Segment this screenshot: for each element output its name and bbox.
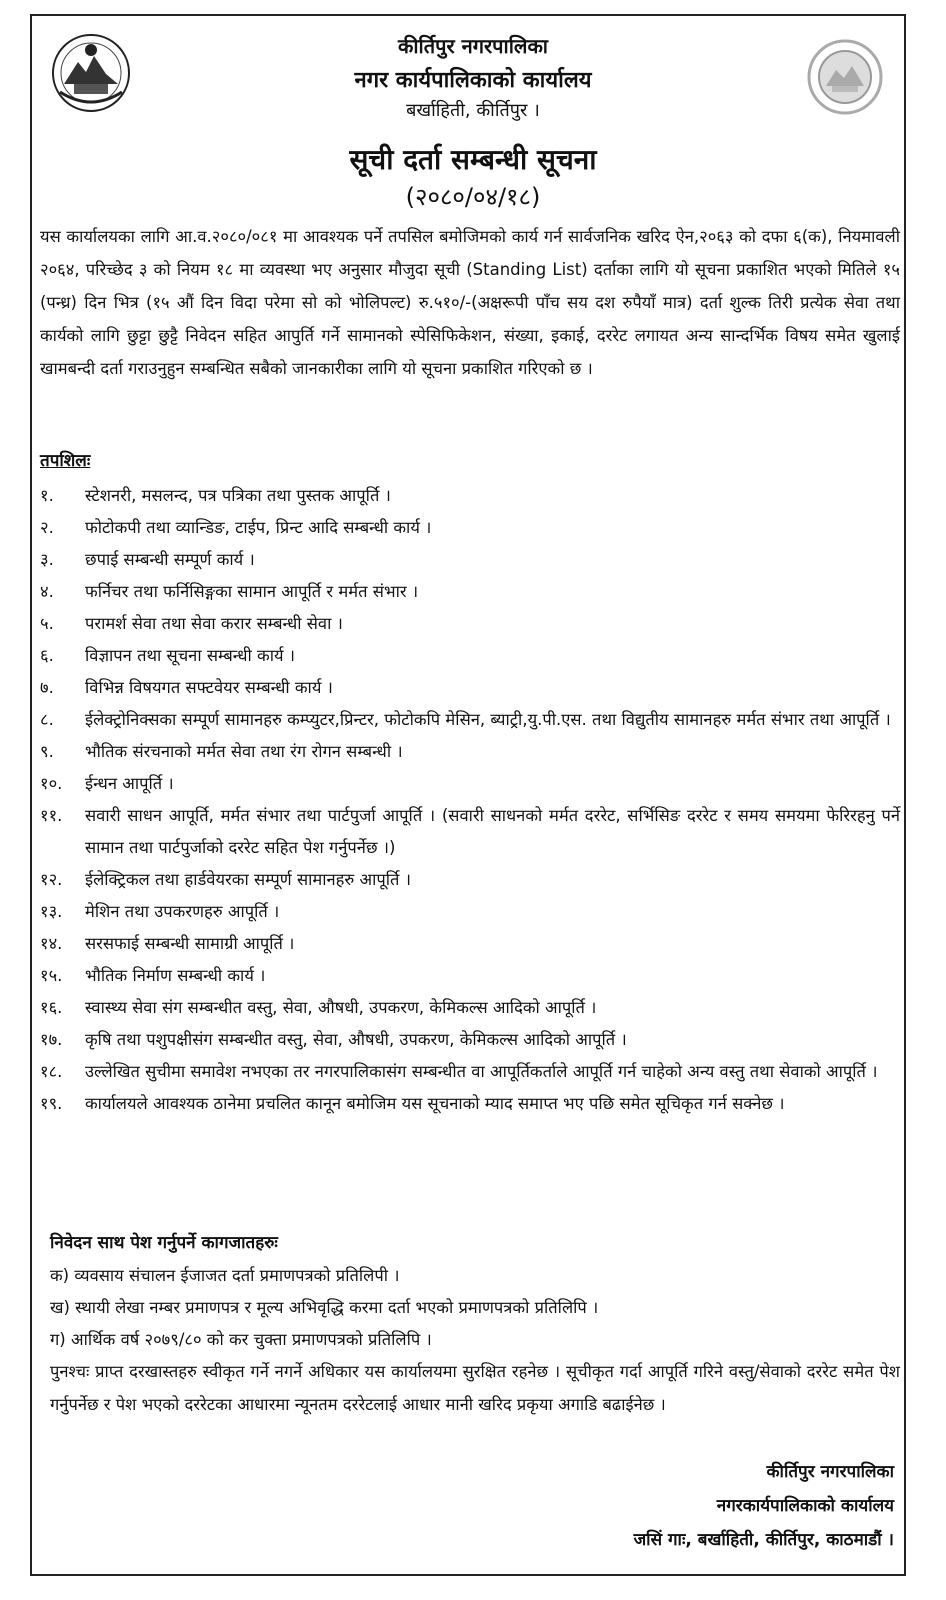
list-item (40, 736, 900, 768)
list-item (40, 704, 900, 736)
list-item (40, 864, 900, 896)
signature-office: नगरकार्यपालिकाको कार्यालय (716, 1496, 894, 1516)
documents-list (50, 1260, 900, 1356)
item-number: ११. (40, 806, 63, 825)
item-number: ८. (40, 710, 54, 729)
item-text: विभिन्न विषयगत सफ्टवेयर सम्बन्धी कार्य । (85, 678, 333, 697)
item-number: १६. (40, 998, 63, 1017)
item-number: ६. (40, 646, 54, 665)
list-item (40, 928, 900, 960)
item-text: स्वास्थ्य सेवा संग सम्बन्धीत वस्तु, सेवा, औषधी, उपकरण, केमिकल्स आदिको आपूर्ति । (85, 998, 597, 1017)
item-number: १. (40, 486, 54, 505)
document-item: ग) आर्थिक वर्ष २०७९/८० को कर चुक्ता प्रमाणपत्रको प्रतिलिपि । (50, 1330, 432, 1349)
signature-municipality: कीर्तिपुर नगरपालिका (766, 1462, 894, 1482)
list-item (40, 576, 900, 608)
office-address: बर्खाहिती, कीर्तिपुर । (406, 100, 540, 121)
item-text: फर्निचर तथा फर्निसिङ्गका सामान आपूर्ति र मर्मत संभार । (85, 582, 419, 601)
item-number: १३. (40, 902, 63, 921)
document-item: ख) स्थायी लेखा नम्बर प्रमाणपत्र र मूल्य अभिवृद्धि करमा दर्ता भएको प्रमाणपत्रको प्रतिलिपि । (50, 1298, 599, 1317)
list-item (40, 512, 900, 544)
list-item (40, 1056, 900, 1088)
item-text: उल्लेखित सुचीमा समावेश नभएका तर नगरपालिकासंग सम्बन्धीत वा आपूर्तिकर्ताले आपूर्ति गर्न चाहेको अन्य वस्तु तथा सेवाको आपूर्ति । (85, 1062, 878, 1081)
list-item (40, 1088, 900, 1120)
item-text: ईलेक्ट्रोनिक्सका सम्पूर्ण सामानहरु कम्प्युटर,प्रिन्टर, फोटोकपि मेसिन, ब्याट्री,यु.पी.एस. तथा विद्युतीय सामानहरु मर्मत संभार तथा आपूर्ति । (85, 710, 891, 729)
item-number: १९. (40, 1094, 63, 1113)
list-item (40, 800, 900, 864)
list-item (40, 480, 900, 512)
document-item: क) व्यवसाय संचालन ईजाजत दर्ता प्रमाणपत्रको प्रतिलिपी । (50, 1266, 400, 1285)
item-number: ३. (40, 550, 54, 569)
item-text: भौतिक निर्माण सम्बन्धी कार्य । (85, 966, 266, 985)
list-item (40, 896, 900, 928)
item-number: १४. (40, 934, 63, 953)
item-number: १०. (40, 774, 63, 793)
item-number: १७. (40, 1030, 63, 1049)
notice-title: सूची दर्ता सम्बन्धी सूचना (349, 143, 597, 176)
item-number: १५. (40, 966, 63, 985)
item-text: भौतिक संरचनाको मर्मत सेवा तथा रंग रोगन सम्बन्धी । (85, 742, 403, 761)
documents-heading: निवेदन साथ पेश गर्नुपर्ने कागजातहरुः (50, 1233, 278, 1253)
list-item (40, 1024, 900, 1056)
signature-block (634, 1455, 894, 1557)
item-number: ९. (40, 742, 54, 761)
item-text: स्टेशनरी, मसलन्द, पत्र पत्रिका तथा पुस्तक आपूर्ति । (85, 486, 391, 505)
list-item (40, 768, 900, 800)
office-name: नगर कार्यपालिकाको कार्यालय (354, 68, 592, 93)
list-item (40, 992, 900, 1024)
item-text: कृषि तथा पशुपक्षीसंग सम्बन्धीत वस्तु, सेवा, औषधी, उपकरण, केमिकल्स आदिको आपूर्ति । (85, 1030, 627, 1049)
list-item (40, 960, 900, 992)
item-number: २. (40, 518, 54, 537)
details-list (40, 480, 900, 1120)
intro-paragraph: यस कार्यालयका लागि आ.व.२०८०/०८१ मा आवश्यक पर्ने तपसिल बमोजिमको कार्य गर्न सार्वजनिक खरिद ऐन,२०६३ को दफा ६(क), नियमावली २०६४, परिच्छेद ३ को नियम १८ मा व्यवस्था भए अनुसार मौजुदा सूची (Standing List) दर्ताका लागि यो सूचना प्रकाशित भएको मितिले १५ (पन्ध्र) दिन भित्र (१५ औं दिन विदा परेमा सो को भोलिपल्ट) रु.५१०/-(अक्षरूपी पाँच सय दश रुपैयाँ मात्र) दर्ता शुल्क तिरी प्रत्येक सेवा तथा कार्यको लागि छुट्टा छुट्टै निवेदन सहित आपुर्ति गर्ने सामानको स्पेसिफिकेशन, संख्या, इकाई, दररेट लगायत अन्य सान्दर्भिक विषय समेत खुलाई खामबन्दी दर्ता गराउनुहुन सम्बन्धित सबैको जानकारीका लागि यो सूचना प्रकाशित गरिएको छ । (40, 227, 900, 378)
item-number: १८. (40, 1062, 63, 1081)
list-item (40, 672, 900, 704)
notice-date: (२०८०/०४/१८) (405, 183, 541, 211)
item-text: परामर्श सेवा तथा सेवा करार सम्बन्धी सेवा । (85, 614, 343, 633)
item-text: ईलेक्ट्रिकल तथा हार्डवेयरका सम्पूर्ण सामानहरु आपूर्ति । (85, 870, 411, 889)
item-number: ४. (40, 582, 54, 601)
postscript-note: पुनश्चः प्राप्त दरखास्तहरु स्वीकृत गर्ने नगर्ने अधिकार यस कार्यालयमा सुरक्षित रहनेछ । सूचीकृत गर्दा आपूर्ति गरिने वस्तु/सेवाको दररेट समेत पेश गर्नुपर्नेछ र पेश भएको दररेटका आधारमा न्यूनतम दररेटलाई आधार मानी खरिद प्रकृया अगाडि बढाईनेछ । (50, 1362, 900, 1414)
item-text: फोटोकपी तथा व्यान्डिङ, टाईप, प्रिन्ट आदि सम्बन्धी कार्य । (85, 518, 432, 537)
item-number: १२. (40, 870, 63, 889)
list-item (40, 608, 900, 640)
item-number: ५. (40, 614, 54, 633)
details-heading: तपशिलः (40, 451, 91, 471)
item-text: छपाई सम्बन्धी सम्पूर्ण कार्य । (85, 550, 255, 569)
list-item (40, 640, 900, 672)
item-text: ईन्धन आपूर्ति । (85, 774, 174, 793)
item-text: कार्यालयले आवश्यक ठानेमा प्रचलित कानून बमोजिम यस सूचनाको म्याद समाप्त भए पछि समेत सूचिकृत गर्न सक्नेछ । (85, 1094, 785, 1113)
signature-address: जसिं गाः, बर्खाहिती, कीर्तिपुर, काठमाडौं । (633, 1530, 894, 1550)
item-text: विज्ञापन तथा सूचना सम्बन्धी कार्य । (85, 646, 296, 665)
item-text: सरसफाई सम्बन्धी सामाग्री आपूर्ति । (85, 934, 295, 953)
item-text: मेशिन तथा उपकरणहरु आपूर्ति । (85, 902, 280, 921)
item-text: सवारी साधन आपूर्ति, मर्मत संभार तथा पार्टपुर्जा आपूर्ति । (सवारी साधनको मर्मत दररेट, सर्भिसिङ दररेट र समय समयमा फेरिरहनु पर्ने सामान तथा पार्टपुर्जाको दररेट सहित पेश गर्नुपर्नेछ ।) (85, 806, 900, 857)
list-item (40, 544, 900, 576)
item-number: ७. (40, 678, 54, 697)
municipality-name: कीर्तिपुर नगरपालिका (398, 34, 548, 58)
